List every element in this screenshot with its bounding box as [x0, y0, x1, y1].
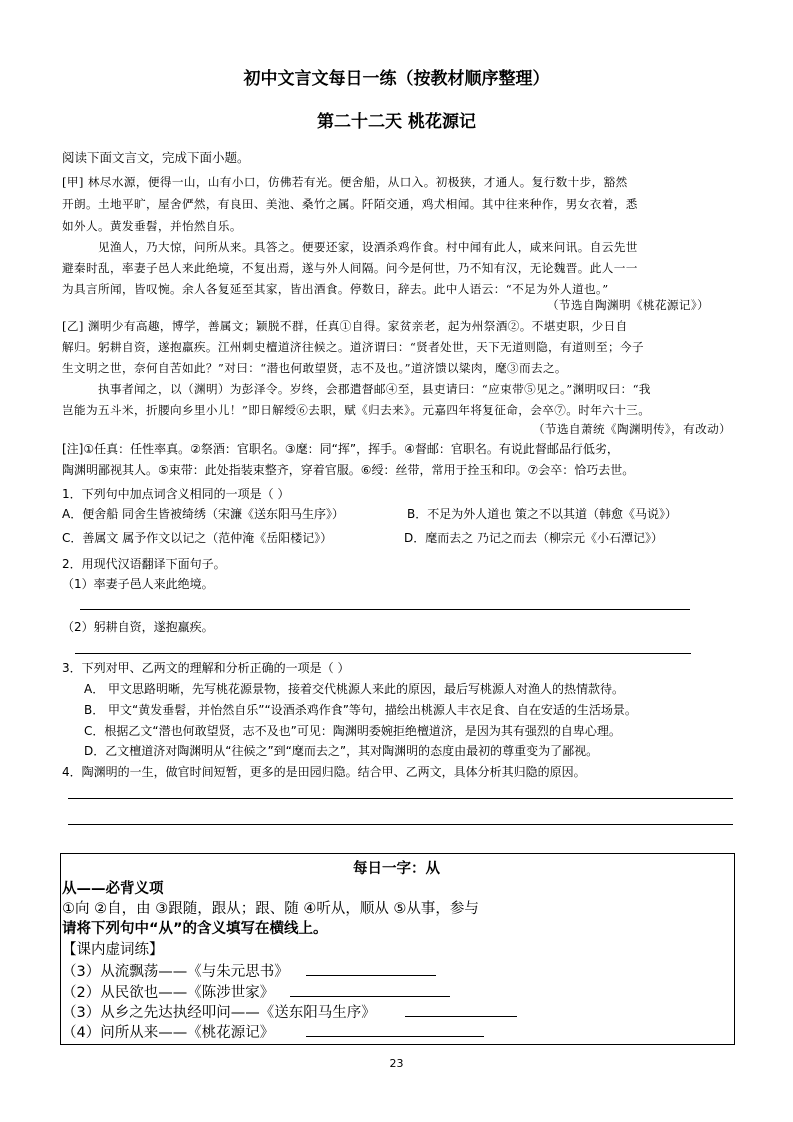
- fill-line[interactable]: [405, 1016, 517, 1017]
- box-practice-label: 【课内虚词练】: [62, 942, 164, 958]
- passage-yi-line: 解归。躬耕自资，遂抱羸疾。江州刺史檀道济往候之。道济谓曰：“贤者处世，天下无道则隐，有道则至；今子: [62, 340, 645, 354]
- box-item: （3）从乡之先达执经叩问——《送东阳马生序》: [62, 1005, 376, 1021]
- question-1-option-b: B．不足为外人道也 策之不以其道（韩愈《马说》）: [407, 507, 678, 521]
- box-item: （3）从流飘荡——《与朱元思书》: [62, 964, 289, 980]
- passage-jia-line: 为具言所闻，皆叹惋。余人各复延至其家，皆出酒食。停数日，辞去。此中人语云：“不足为外人道也。”: [62, 282, 609, 296]
- answer-line[interactable]: [75, 653, 691, 654]
- passage-jia-line: 避秦时乱，率妻子邑人来此绝境，不复出焉，遂与外人间隔。问今是何世，乃不知有汉，无论魏晋。此人一一: [62, 261, 638, 275]
- box-heading: 从——必背义项: [62, 881, 164, 897]
- page-subtitle: 第二十二天 桃花源记: [317, 112, 476, 132]
- question-1-option-c: C．善属文 属予作文以记之（范仲淹《岳阳楼记》）: [62, 531, 333, 545]
- passage-yi-line: 执事者闻之，以（渊明）为彭泽令。岁终，会郡遣督邮④至，县吏请曰：“应束带⑤见之。”渊明叹曰：“我: [98, 382, 651, 396]
- passage-yi-line: 岂能为五斗米，折腰向乡里小儿！”即日解绶⑥去职，赋《归去来》。元嘉四年将复征命，会卒⑦。时年六十三。: [62, 403, 651, 417]
- question-3-option-a: A． 甲文思路明晰，先写桃花源景物，接着交代桃源人来此的原因，最后写桃源人对渔人的热情款待。: [84, 682, 625, 696]
- passage-jia-line: 见渔人，乃大惊，问所从来。具答之。便要还家，设酒杀鸡作食。村中闻有此人，咸来问讯。自云先世: [98, 240, 638, 254]
- question-1: 1．下列句中加点词含义相同的一项是（ ）: [62, 487, 290, 501]
- passage-jia-line: 开朗。土地平旷，屋舍俨然，有良田、美池、桑竹之属。阡陌交通，鸡犬相闻。其中往来种作，男女衣着，悉: [62, 197, 638, 211]
- box-item: （4）问所从来——《桃花源记》: [62, 1025, 275, 1041]
- fill-line[interactable]: [306, 975, 436, 976]
- question-3-option-c: C．根据乙文“潜也何敢望贤，志不及也”可见：陶渊明委婉拒绝檀道济，是因为其有强烈的自卑心理。: [84, 724, 621, 738]
- passage-yi-source: （节选自萧统《陶渊明传》，有改动）: [533, 422, 732, 436]
- passage-jia-line: [甲] 林尽水源，便得一山，山有小口，仿佛若有光。便舍船，从口入。初极狭，才通人。复行数十步，豁然: [62, 175, 628, 189]
- box-item: （2）从民欲也——《陈涉世家》: [62, 985, 275, 1001]
- answer-line[interactable]: [68, 798, 733, 799]
- question-2-item-1: （1）率妻子邑人来此绝境。: [62, 577, 214, 591]
- question-4: 4．陶渊明的一生，做官时间短暂，更多的是田园归隐。结合甲、乙两文，具体分析其归隐的原因。: [62, 765, 586, 779]
- passage-jia-line: 如外人。黄发垂髫，并怡然自乐。: [62, 219, 242, 233]
- passage-yi-line: 生文明之世，奈何自苦如此？”对曰：“潜也何敢望贤，志不及也。”道济馈以粱肉，麾③而去之。: [62, 361, 567, 375]
- page-number: 23: [389, 1057, 404, 1070]
- question-3: 3．下列对甲、乙两文的理解和分析正确的一项是（ ）: [62, 661, 350, 675]
- note-line: 陶渊明鄙视其人。⑤束带：此处指装束整齐，穿着官服。⑥绶：丝带，常用于拴玉和印。⑦会卒：恰巧去世。: [62, 463, 635, 477]
- answer-line[interactable]: [68, 824, 733, 825]
- question-1-option-a: A．便舍船 同舍生皆被绮绣（宋濂《送东阳马生序》）: [62, 507, 345, 521]
- question-3-option-d: D．乙文檀道济对陶渊明从“往候之”到“麾而去之”，其对陶渊明的态度由最初的尊重变为了鄙视。: [84, 744, 599, 758]
- answer-line[interactable]: [80, 609, 690, 610]
- box-title: 每日一字：从: [353, 861, 440, 877]
- page-title: 初中文言文每日一练（按教材顺序整理）: [243, 69, 550, 89]
- note-line: [注]①任真：任性率真。②祭酒：官职名。③麾：同“挥”，挥手。④督邮：官职名。有说此督邮品行低劣，: [62, 442, 619, 456]
- question-2: 2．用现代汉语翻译下面句子。: [62, 557, 226, 571]
- passage-yi-line: [乙] 渊明少有高趣，博学，善属文；颖脱不群，任真①自得。家贫亲老，起为州祭酒②。不堪吏职，少日自: [62, 319, 628, 333]
- passage-jia-source: （节选自陶渊明《桃花源记》）: [547, 298, 710, 312]
- instruction: 阅读下面文言文，完成下面小题。: [62, 150, 250, 165]
- question-3-option-b: B． 甲文“黄发垂髫，并怡然自乐”“设酒杀鸡作食”等句，描绘出桃源人丰衣足食、自在安适的生活场景。: [84, 703, 637, 717]
- box-instruction: 请将下列句中“从”的含义填写在横线上。: [62, 921, 328, 937]
- fill-line[interactable]: [290, 996, 450, 997]
- fill-line[interactable]: [306, 1036, 484, 1037]
- box-meanings: ①向 ②自，由 ③跟随，跟从；跟、随 ④听从，顺从 ⑤从事，参与: [62, 901, 479, 917]
- question-1-option-d: D．麾而去之 乃记之而去（柳宗元《小石潭记》）: [404, 531, 664, 545]
- question-2-item-2: （2）躬耕自资，遂抱羸疾。: [62, 620, 214, 634]
